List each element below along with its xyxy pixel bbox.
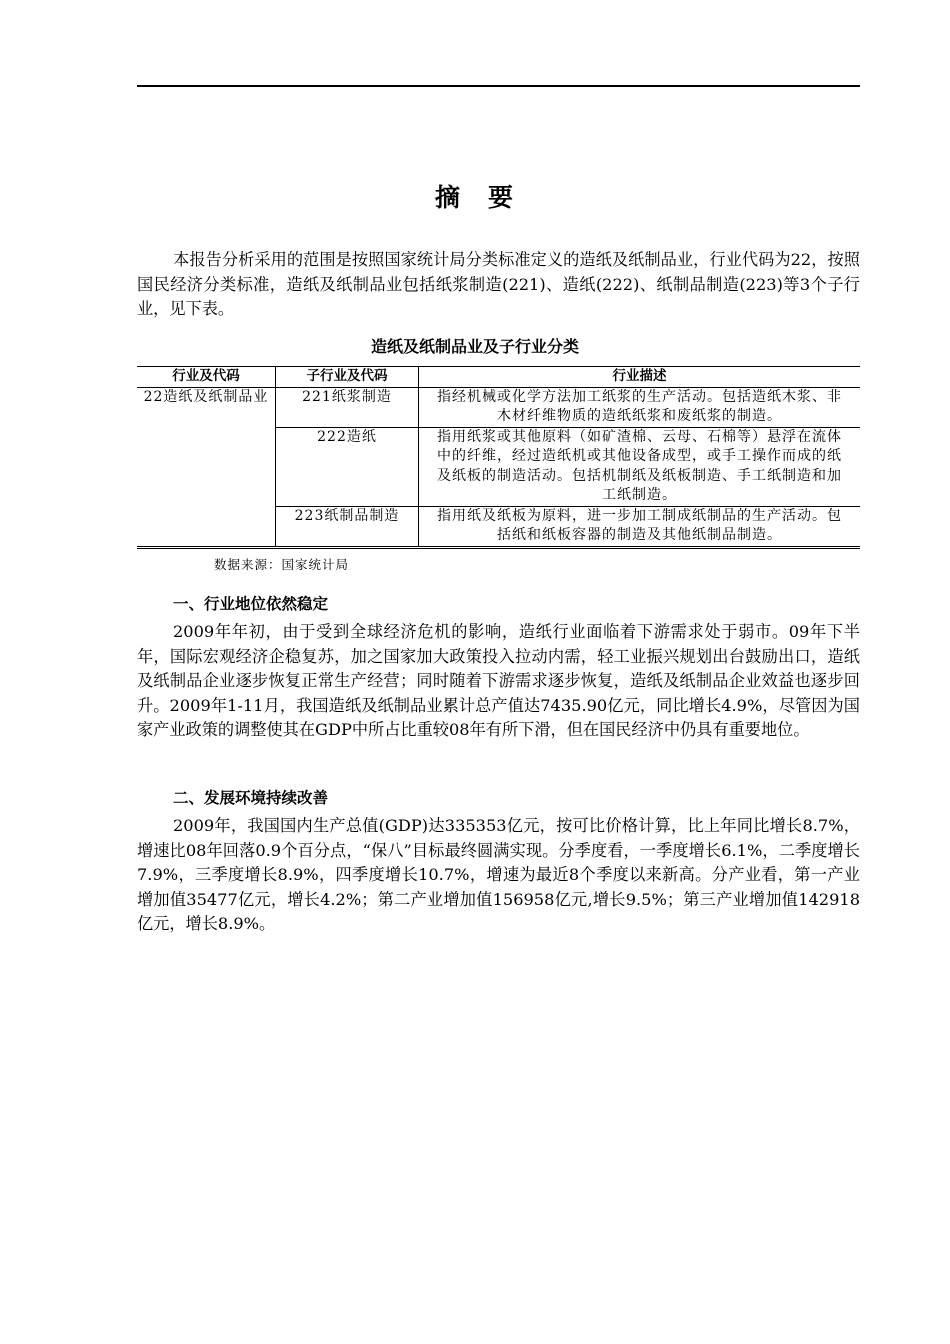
description-cell: 指经机械或化学方法加工纸浆的生产活动。包括造纸木浆、非木材纤维物质的造纸纸浆和废纸浆的制造。	[419, 387, 861, 427]
description-cell: 指用纸及纸板为原料，进一步加工制成纸制品的生产活动。包括纸和纸板容器的制造及其他纸制品制造。	[437, 507, 842, 543]
subindustry-cell: 222造纸	[276, 427, 419, 506]
header-industry: 行业及代码	[137, 367, 276, 388]
section-1-text: 2009年年初，由于受到全球经济危机的影响，造纸行业面临着下游需求处于弱市。09年下半年，国际宏观经济企稳复苏，加之国家加大政策投入拉动内需，轻工业振兴规划出台鼓励出口，造纸及纸制品企业逐步恢复正常生产经营；同时随着下游需求逐步恢复，造纸及纸制品企业效益也逐步回升。2009年1-11月，我国造纸及纸制品业累计总产值达7435.90亿元，同比增长4.9%，尽管因为国家产业政策的调整使其在GDP中所占比重较08年有所下滑，但在国民经济中仍具有重要地位。	[137, 622, 860, 740]
subindustry-cell: 221纸浆制造	[276, 387, 419, 427]
section-1-paragraph	[137, 620, 860, 743]
data-source-note: 数据来源：国家统计局	[214, 557, 350, 572]
header-rule	[137, 85, 860, 87]
classification-table	[137, 366, 860, 549]
section-2-heading: 二、发展环境持续改善	[173, 789, 329, 807]
page-title-char-1: 摘	[434, 183, 462, 212]
header-subindustry: 子行业及代码	[276, 367, 419, 388]
header-description: 行业描述	[419, 367, 861, 388]
section-1-heading: 一、行业地位依然稳定	[173, 595, 329, 613]
subindustry-cell: 223纸制品制造	[276, 506, 419, 547]
table-caption: 造纸及纸制品业及子行业分类	[370, 337, 579, 356]
page-title-char-2: 要	[488, 183, 516, 212]
section-2-text: 2009年，我国国内生产总值(GDP)达335353亿元，按可比价格计算，比上年同比增长8.7%，增速比08年回落0.9个百分点，“保八”目标最终圆满实现。分季度看，一季度增长6.1%，二季度增长7.9%，三季度增长8.9%，四季度增长10.7%，增速为最近8个季度以来新高。分产业看，第一产业增加值35477亿元，增长4.2%；第二产业增加值156958亿元,增长9.5%；第三产业增加值142918亿元，增长8.9%。	[137, 816, 860, 934]
page-title	[0, 178, 950, 214]
intro-paragraph	[137, 248, 860, 322]
section-2-paragraph	[137, 814, 860, 937]
industry-cell: 22造纸及纸制品业	[137, 387, 276, 547]
table-header-row	[137, 367, 860, 388]
table-row	[137, 387, 860, 427]
intro-text: 本报告分析采用的范围是按照国家统计局分类标准定义的造纸及纸制品业，行业代码为22，按照国民经济分类标准，造纸及纸制品业包括纸浆制造(221)、造纸(222)、纸制品制造(223)等3个子行业，见下表。	[137, 250, 860, 319]
description-cell: 指用纸浆或其他原料（如矿渣棉、云母、石棉等）悬浮在流体中的纤维，经过造纸机或其他设备成型，或手工操作而成的纸及纸板的制造活动。包括机制纸及纸板制造、手工纸制造和加工纸制造。	[419, 427, 861, 506]
